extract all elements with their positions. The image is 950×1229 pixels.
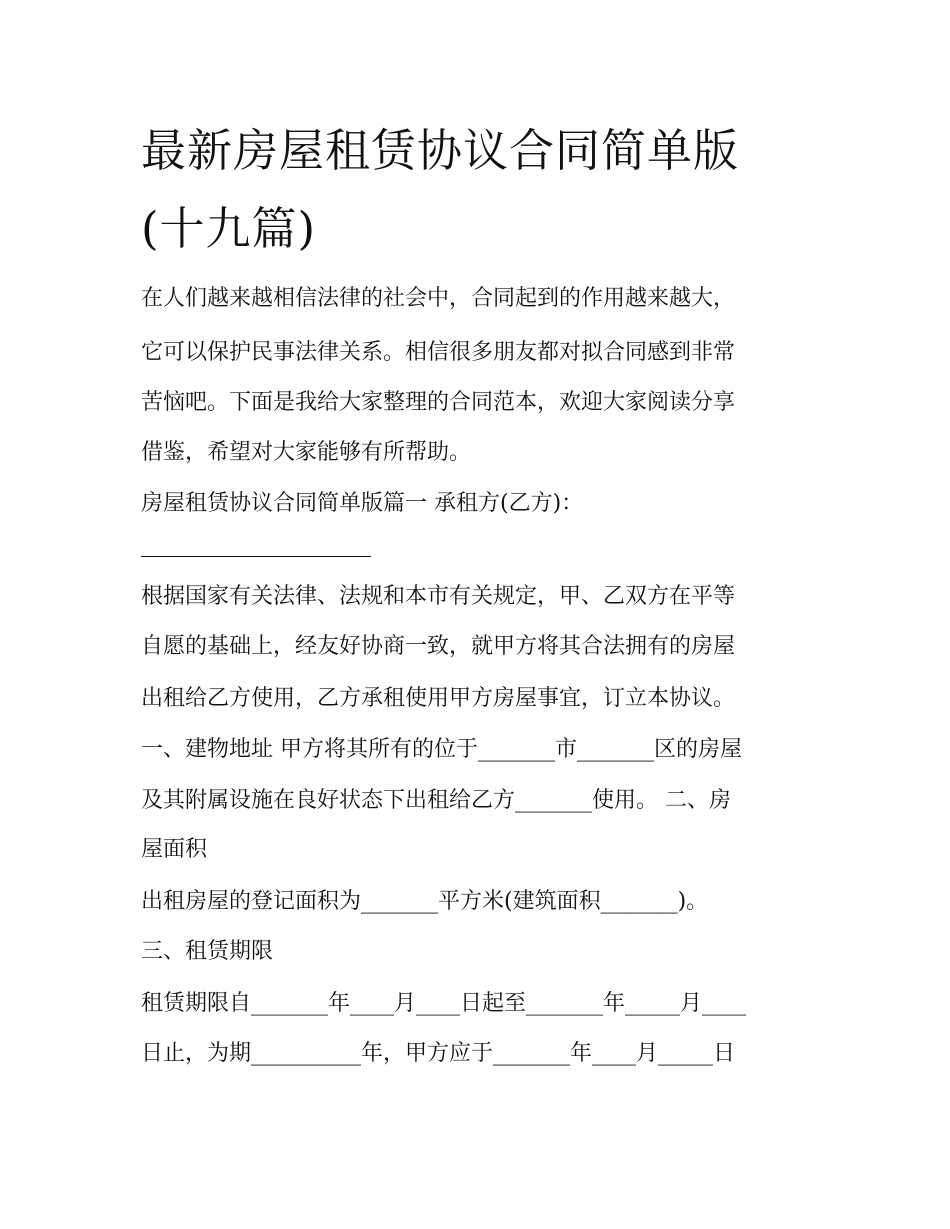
title-line-2: (十九篇)	[141, 202, 317, 255]
paragraph-line: 自愿的基础上，经友好协商一致，就甲方将其合法拥有的房屋	[141, 634, 736, 659]
section-heading-line: 房屋租赁协议合同简单版篇一 承租方(乙方)：	[141, 491, 584, 516]
paragraph-line: 它可以保护民事法律关系。相信很多朋友都对拟合同感到非常	[141, 340, 736, 365]
paragraph-line: 出租给乙方使用，乙方承租使用甲方房屋事宜，订立本协议。	[141, 686, 736, 711]
paragraph-line: 一、建物地址 甲方将其所有的位于_______市_______区的房屋	[141, 737, 742, 762]
paragraph-line: 根据国家有关法律、法规和本市有关规定，甲、乙双方在平等	[141, 584, 736, 609]
paragraph-line: 苦恼吧。下面是我给大家整理的合同范本，欢迎大家阅读分享	[141, 390, 736, 415]
document-title	[141, 112, 821, 268]
paragraph-line: 屋面积	[141, 837, 208, 862]
paragraph-line: 借鉴，希望对大家能够有所帮助。	[141, 440, 472, 465]
signature-blank-line	[141, 556, 371, 557]
section-heading-line: 三、租赁期限	[141, 939, 274, 964]
paragraph-line: 及其附属设施在良好状态下出租给乙方_______使用。 二、房	[141, 788, 731, 813]
paragraph-line: 在人们越来越相信法律的社会中，合同起到的作用越来越大，	[141, 286, 736, 311]
paragraph-line: 日止，为期__________年，甲方应于_______年____月_____日	[141, 1041, 736, 1066]
paragraph-line: 出租房屋的登记面积为_______平方米(建筑面积_______)。	[141, 889, 709, 914]
title-line-1: 最新房屋租赁协议合同简单版	[141, 124, 740, 177]
paragraph-line: 租赁期限自_______年____月____日起至_______年_____月____	[141, 991, 747, 1016]
